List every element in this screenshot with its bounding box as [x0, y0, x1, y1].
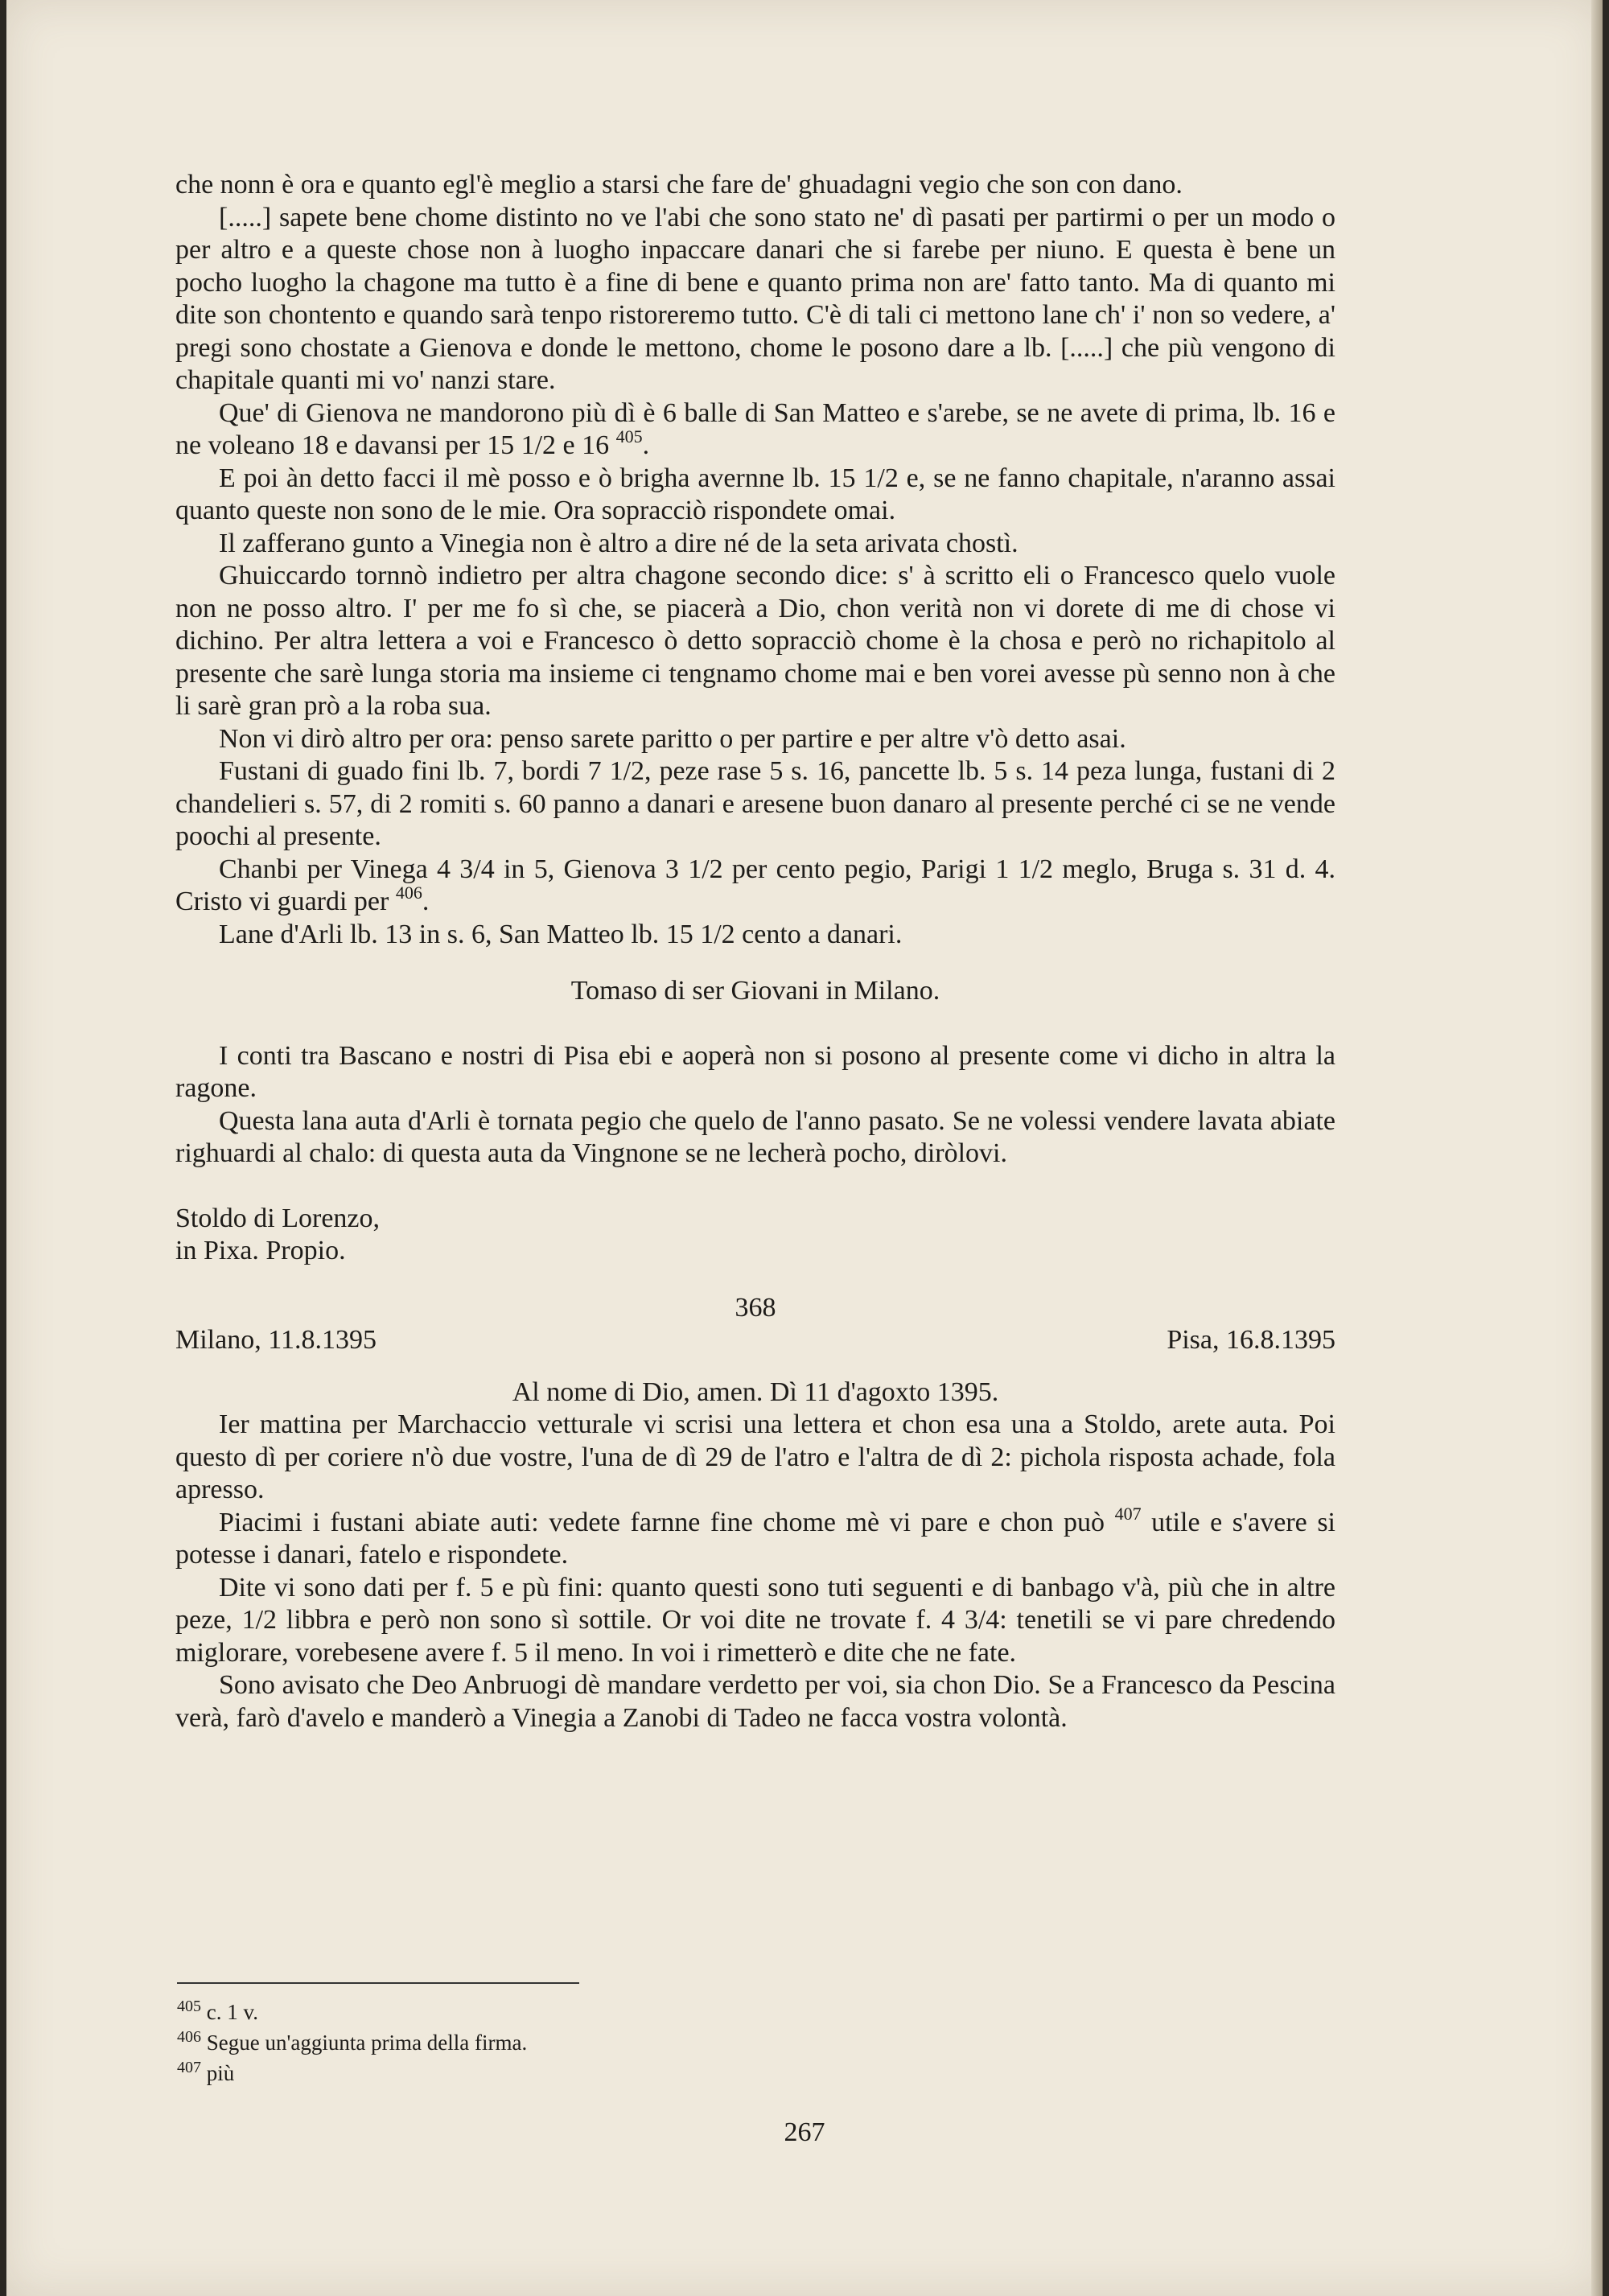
paragraph: che nonn è ora e quanto egl'è meglio a starsi che fare de' ghuadagni vegio che son con dano. [175, 170, 1183, 200]
page-edge [1591, 0, 1603, 2296]
paragraph: Non vi dirò altro per ora: penso sarete paritto o per partire e per altre v'ò detto asai. [219, 723, 1126, 754]
footnotes [177, 1997, 901, 2088]
book-page [6, 0, 1603, 2296]
paragraph: Lane d'Arli lb. 13 in s. 6, San Matteo lb. 15 1/2 cento a danari. [219, 919, 903, 949]
address-line: Stoldo di Lorenzo, [175, 1203, 381, 1233]
page-number: 267 [784, 2117, 825, 2147]
paragraph: Questa lana auta d'Arli è tornata pegio che quelo de l'anno pasato. Se ne volessi vendere lavata abiate righuardi al chalo: di questa auta da Vingnone se ne lecherà pocho, diròlovi. [175, 1105, 1335, 1168]
letter-dateline [175, 1324, 1335, 1357]
footnote-ref: 406 [395, 883, 422, 903]
paragraph: Ier mattina per Marchaccio vetturale vi scrisi una lettera et chon esa una a Stoldo, arete auta. Poi questo dì per coriere n'ò due vostre, l'una de dì 29 de l'atro e l'altra de dì 2: pichola risposta achade, fola apresso. [175, 1409, 1335, 1504]
footnote: $^{406}$ Segue un'aggiunta prima della firma. [177, 2028, 528, 2055]
letter-opening: Al nome di Dio, amen. Dì 11 d'agoxto 1395. [512, 1376, 999, 1407]
paragraph: Piacimi i fustani abiate auti: vedete farnne fine chome mè vi pare e chon può $^{407}$ utile e s'avere si potesse i danari, fatelo e rispondete. [175, 1503, 1335, 1570]
footnote: $^{405}$ c. 1 v. [177, 1998, 258, 2024]
paragraph: Chanbi per Vinega 4 3/4 in 5, Gienova 3 1/2 per cento pegio, Parigi 1 1/2 meglo, Bruga s. 31 d. 4. Cristo vi guardi per $^{406}$. [175, 854, 1335, 916]
footnote-divider [177, 1982, 579, 1984]
paragraph: [.....] sapete bene chome distinto no ve l'abi che sono stato ne' dì pasati per partirmi o per un modo o per altro e a queste chose non à luogho inpaccare danari che si farebe per niuno. E questa è bene un pocho luogho la chagone ma tutto è a fine di bene e quanto prima non are' fatto tanto. Ma di quanto mi dite son chontento e quando sarà tenpo ristoreremo tutto. C'è di tali ci mettono lane ch' i' non so vedere, a' pregi sono chostate a Gienova e donde le mettono, chome le posono dare a lb. [.....] che più vengono di chapitale quanti mi vo' nanzi stare. [175, 202, 1335, 395]
paragraph: Fustani di guado fini lb. 7, bordi 7 1/2, peze rase 5 s. 16, pancette lb. 5 s. 14 peza lunga, fustani di 2 chandelieri s. 57, di 2 romiti s. 60 panno a danari e aresene buon danaro al presente perché ci se ne vende poochi al presente. [175, 756, 1335, 851]
paragraph: E poi àn detto facci il mè posso e ò brigha avernne lb. 15 1/2 e, se ne fanno chapitale, n'aranno assai quanto queste non sono de le mie. Ora sopracciò rispondete omai. [175, 463, 1335, 525]
footnote-ref: 405 [615, 426, 643, 446]
footnote-ref: 407 [1114, 1503, 1142, 1524]
letter-number: 368 [735, 1292, 776, 1323]
paragraph: I conti tra Bascano e nostri di Pisa ebi e aoperà non si posono al presente come vi dicho in altra la ragone. [175, 1040, 1335, 1103]
main-text [175, 169, 1335, 1734]
paragraph: Que' di Gienova ne mandorono più dì è 6 balle di San Matteo e s'arebe, se ne avete di prima, lb. 16 e ne voleano 18 e davansi per 15 1/2 e 16 $^{405}$. [175, 397, 1335, 460]
footnote: $^{407}$ più [177, 2059, 235, 2085]
letter-origin: Milano, 11.8.1395 [175, 1325, 377, 1355]
address-line: in Pixa. Propio. [175, 1236, 346, 1265]
letter-destination: Pisa, 16.8.1395 [1167, 1325, 1335, 1355]
paragraph: Il zafferano gunto a Vinegia non è altro a dire né de la seta arivata chostì. [219, 528, 1018, 558]
signature: Tomaso di ser Giovani in Milano. [570, 976, 940, 1006]
paragraph: Ghuiccardo tornnò indietro per altra chagone secondo dice: s' à scritto eli o Francesco quelo vuole non ne posso altro. I' per me fo sì che, se piacerà a Dio, chon verità non vi dorete di me di chose vi dichino. Per altra lettera a voi e Francesco ò detto sopracciò chome è la chosa e però no richapitolo al presente che sarè lunga storia ma insieme ci tengnamo chome mai e ben vorei avesse pù senno non à che li sarè gran prò a la roba sua. [175, 561, 1335, 721]
paragraph: Sono avisato che Deo Anbruogi dè mandare verdetto per voi, sia chon Dio. Se a Francesco da Pescina verà, farò d'avelo e manderò a Vinegia a Zanobi di Tadeo ne facca vostra volontà. [175, 1670, 1335, 1733]
paragraph: Dite vi sono dati per f. 5 e pù fini: quanto questi sono tuti seguenti e di banbago v'à, più che in altre peze, 1/2 libbra e però non sono sì sottile. Or voi dite ne trovate f. 4 3/4: tenetili se vi pare chredendo miglorare, vorebesene avere f. 5 il meno. In voi i rimetterò e dite che ne fate. [175, 1572, 1335, 1668]
